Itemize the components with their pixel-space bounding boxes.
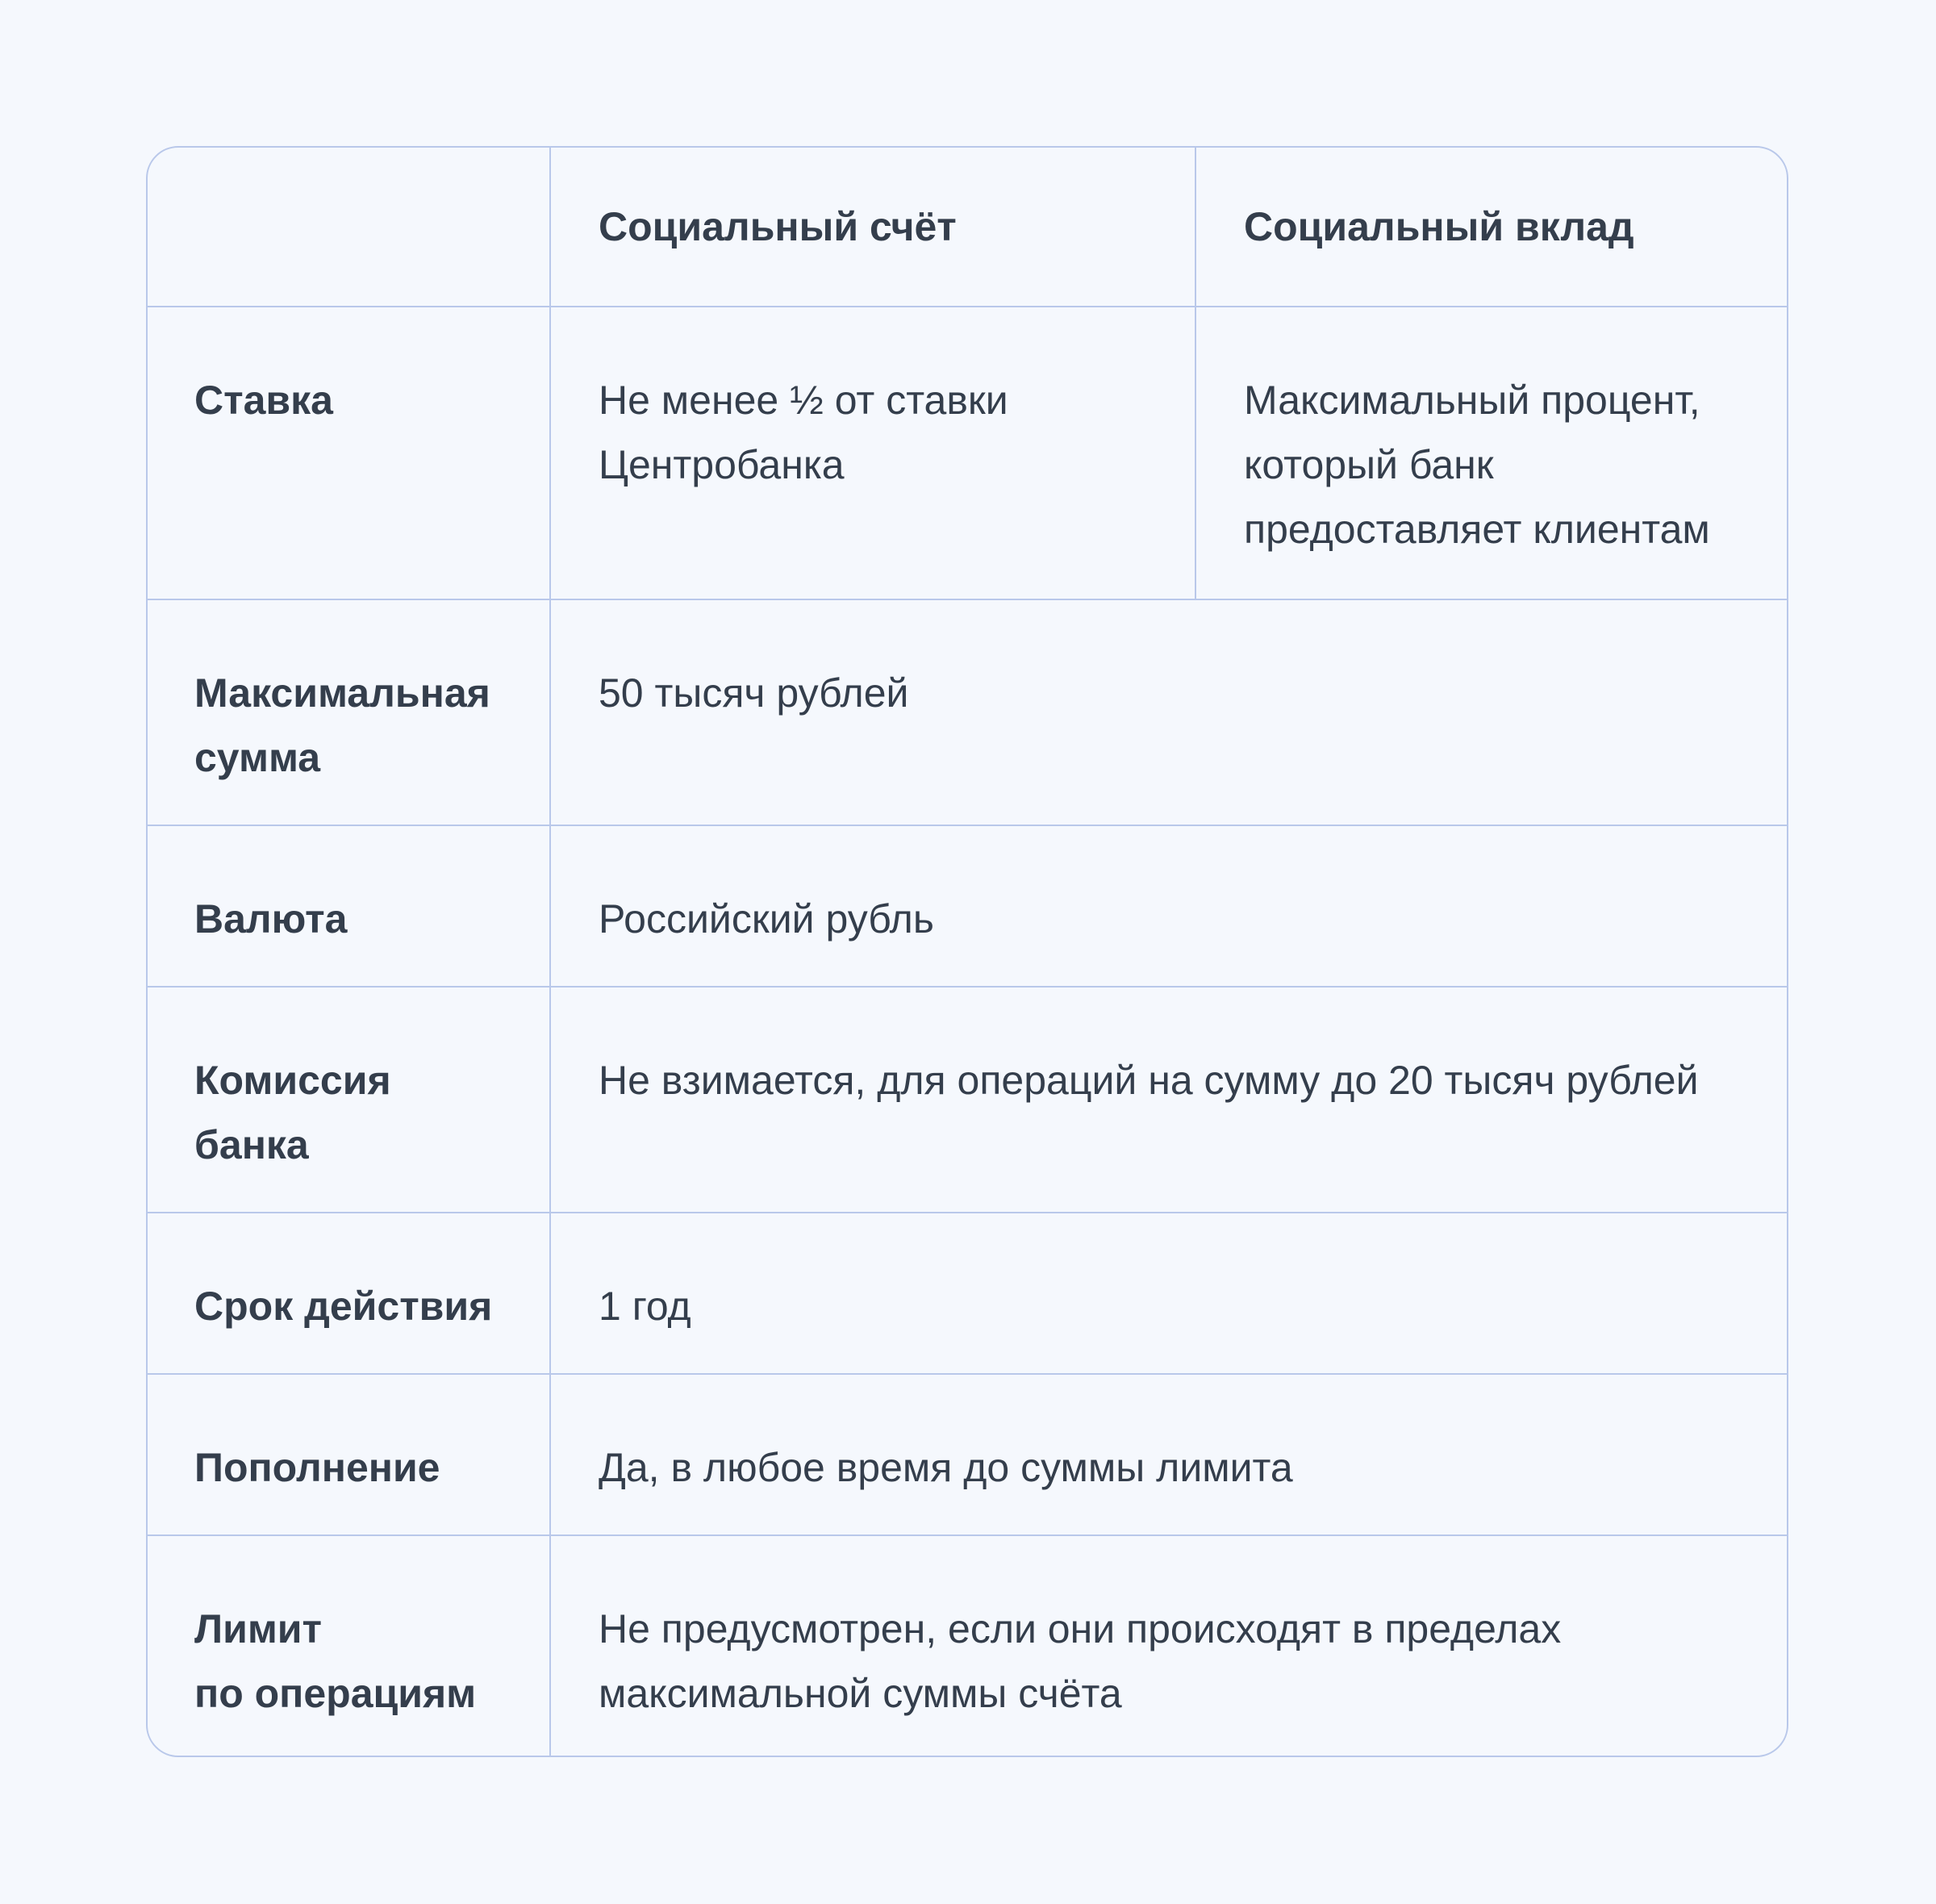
currency-value-cell	[550, 825, 1787, 987]
row-label-term	[148, 1213, 550, 1374]
row-label-line: по операциям	[194, 1671, 477, 1716]
header-social-account: Социальный счёт	[550, 148, 1195, 307]
cell-text-line: Российский рубль	[599, 896, 934, 942]
cell-text-line: Центробанка	[599, 442, 845, 487]
commission-value-cell	[550, 987, 1787, 1213]
table-row	[148, 987, 1787, 1213]
row-label-operations-limit	[148, 1535, 550, 1756]
rate-deposit-cell	[1195, 307, 1787, 599]
header-corner-cell	[148, 148, 550, 307]
table-header-row	[148, 148, 1787, 307]
cell-text-line: Не менее ½ от ставки	[599, 378, 1008, 423]
table-row	[148, 599, 1787, 825]
term-value-cell	[550, 1213, 1787, 1374]
cell-text-line: Максимальный процент,	[1244, 378, 1700, 423]
row-label-commission	[148, 987, 550, 1213]
table-row	[148, 1374, 1787, 1535]
comparison-table	[148, 148, 1787, 1756]
operations-limit-value-cell	[550, 1535, 1787, 1756]
cell-text-line: 1 год	[599, 1284, 691, 1329]
table-row	[148, 307, 1787, 599]
row-label-line: Пополнение	[194, 1445, 440, 1490]
replenishment-value-cell	[550, 1374, 1787, 1535]
row-label-line: Комиссия	[194, 1058, 391, 1103]
row-label-rate	[148, 307, 550, 599]
row-label-line: Лимит	[194, 1606, 323, 1651]
row-label-line: Максимальная	[194, 670, 490, 716]
row-label-line: сумма	[194, 735, 321, 780]
row-label-line: банка	[194, 1122, 309, 1167]
table-row	[148, 825, 1787, 987]
row-label-replenishment	[148, 1374, 550, 1535]
cell-text-line: Не предусмотрен, если они происходят в пределах	[599, 1606, 1562, 1651]
cell-text-line: максимальной суммы счёта	[599, 1671, 1122, 1716]
row-label-line: Валюта	[194, 896, 348, 942]
max-sum-value-cell	[550, 599, 1787, 825]
row-label-line: Срок действия	[194, 1284, 493, 1329]
cell-text-line: который банк	[1244, 442, 1494, 487]
table-row	[148, 1535, 1787, 1756]
row-label-line: Ставка	[194, 378, 333, 423]
cell-text-line: предоставляет клиентам	[1244, 507, 1710, 552]
row-label-max-sum	[148, 599, 550, 825]
cell-text-line: Не взимается, для операций на сумму до 20 тысяч рублей	[599, 1058, 1699, 1103]
cell-text-line: Да, в любое время до суммы лимита	[599, 1445, 1293, 1490]
table-row	[148, 1213, 1787, 1374]
header-social-deposit: Социальный вклад	[1195, 148, 1787, 307]
cell-text-line: 50 тысяч рублей	[599, 670, 909, 716]
comparison-table-card	[146, 146, 1788, 1757]
row-label-currency	[148, 825, 550, 987]
rate-account-cell	[550, 307, 1195, 599]
